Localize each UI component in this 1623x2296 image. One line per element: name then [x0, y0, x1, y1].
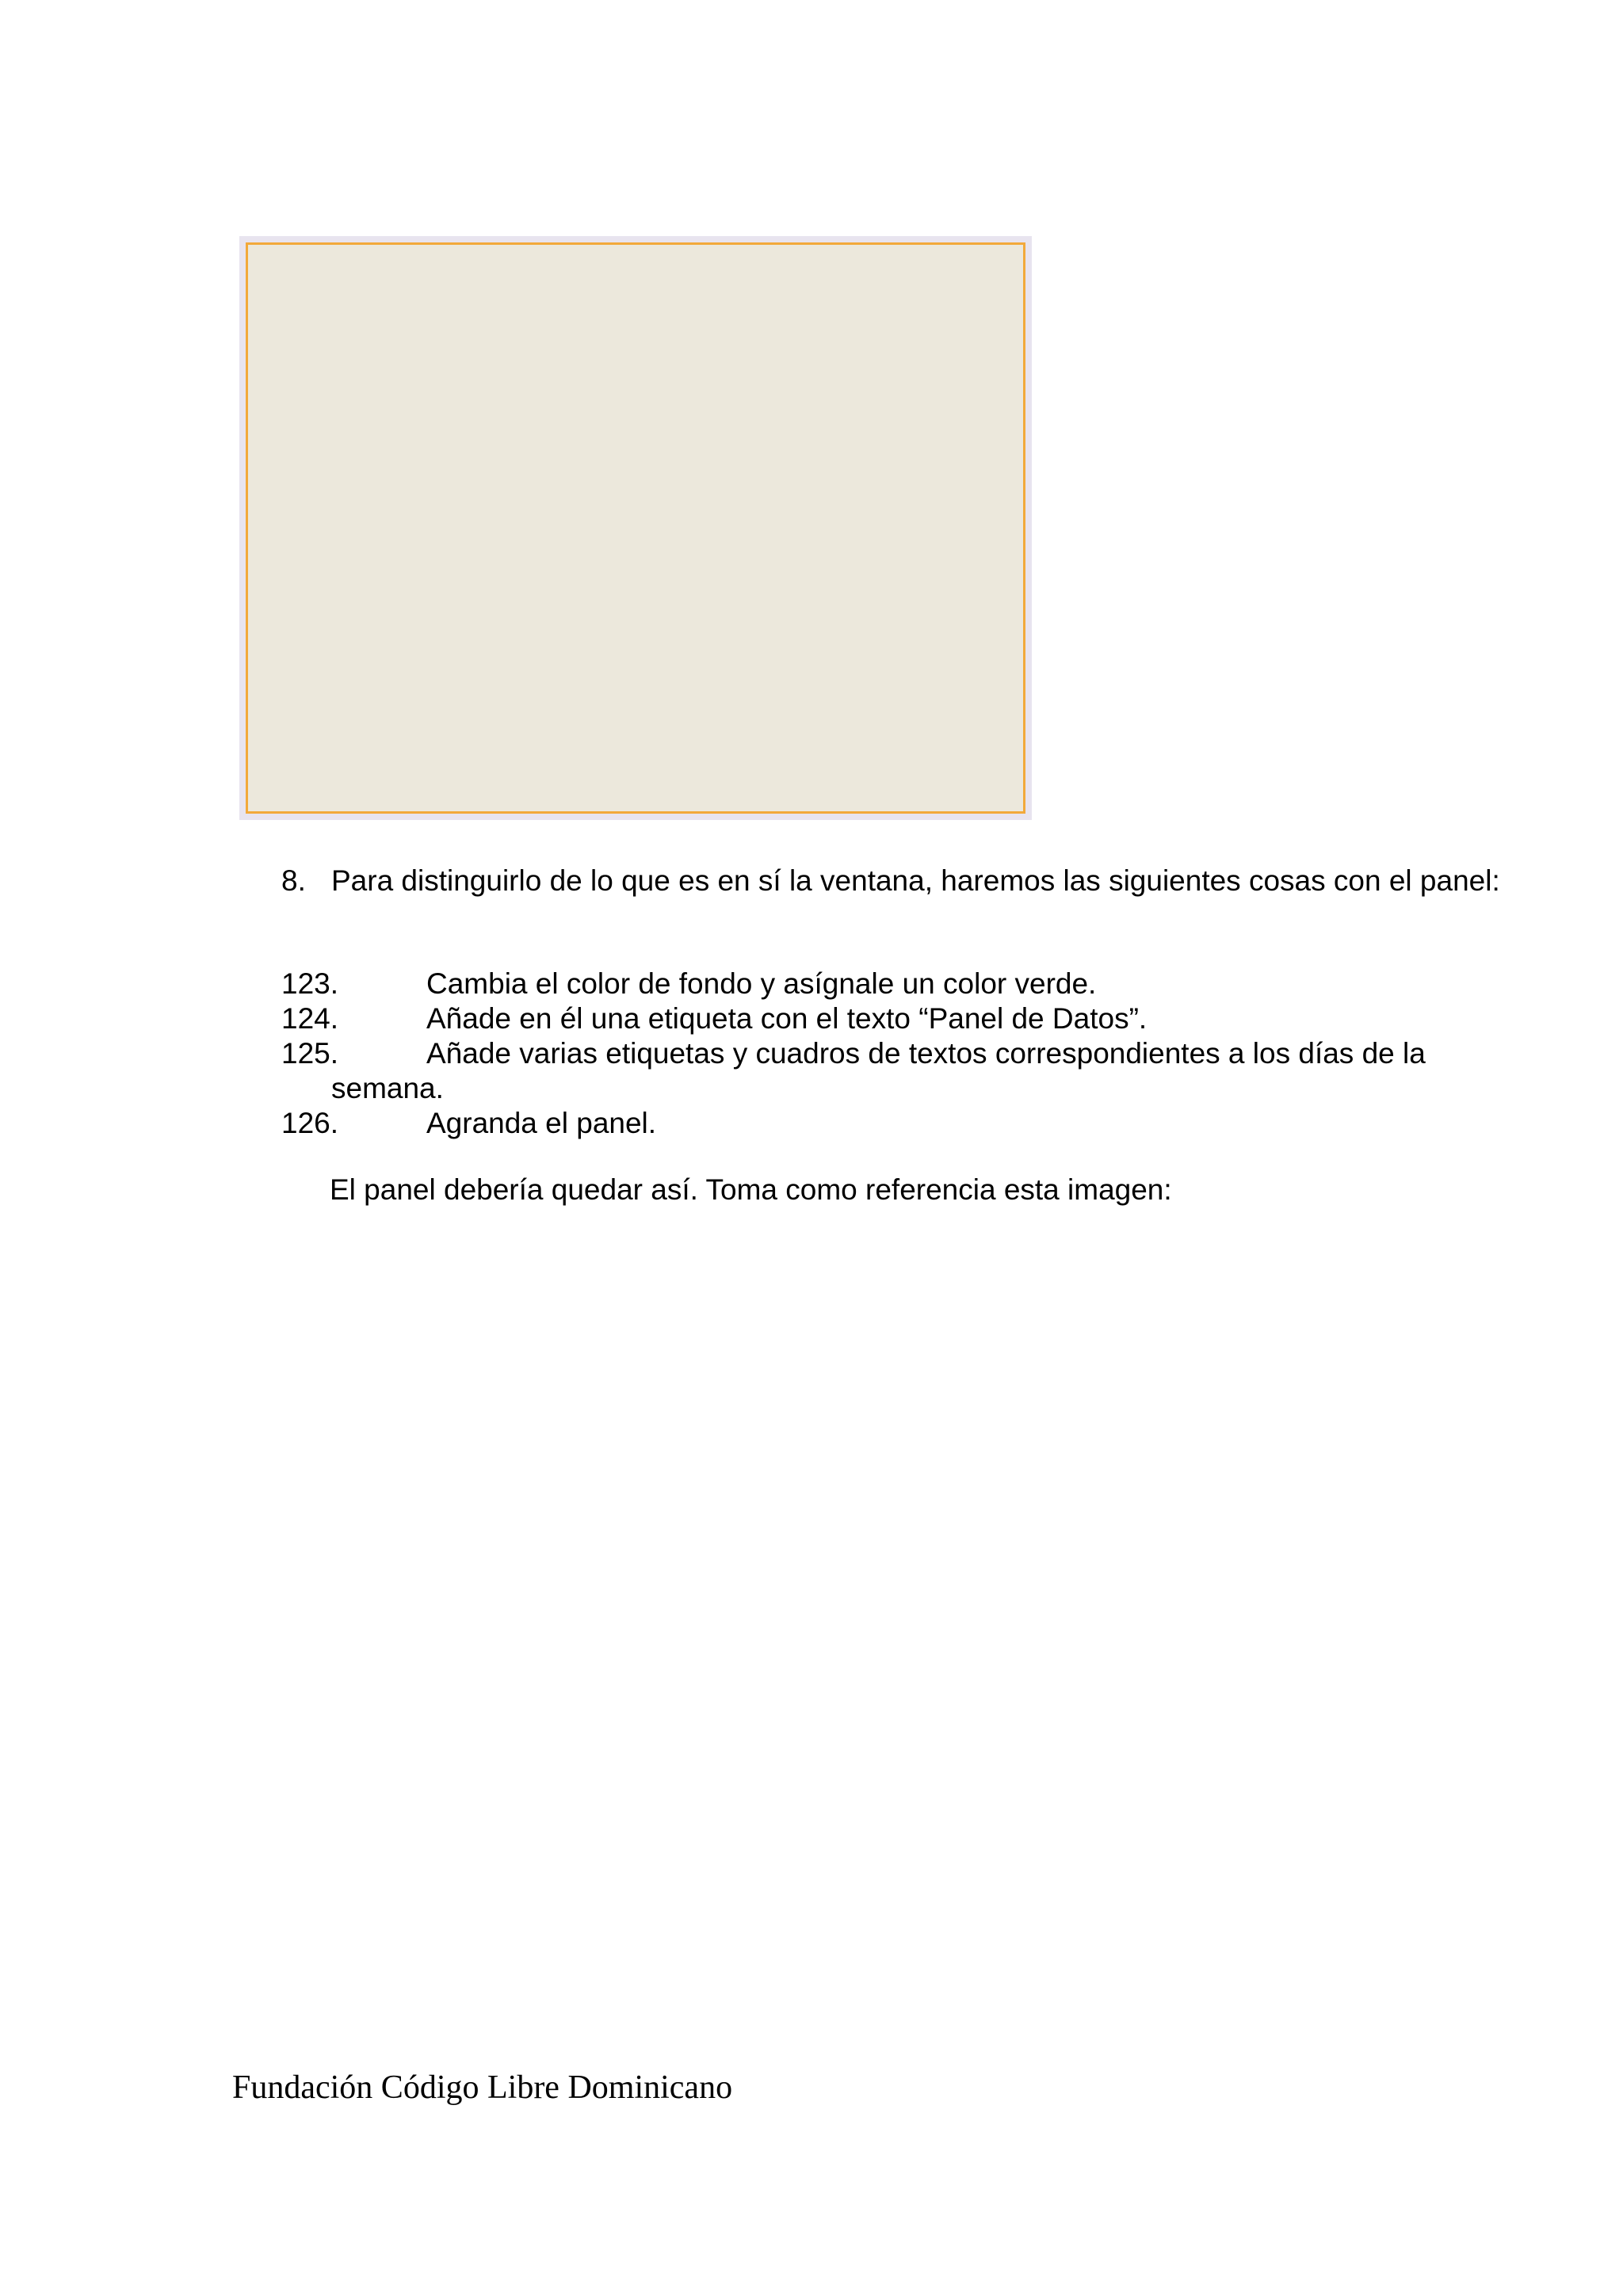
substep-number: 124. [281, 1002, 339, 1035]
substep-continuation [281, 1071, 1549, 1106]
substep-item [281, 1106, 1549, 1141]
substep-number: 125. [281, 1037, 339, 1070]
substep-number: 123. [281, 967, 339, 1000]
substep-item [281, 1001, 1549, 1036]
substep-text: Añade varias etiquetas y cuadros de textos correspondientes a los días de la [426, 1037, 1426, 1070]
step-number: 8. [281, 864, 306, 897]
substep-text: Añade en él una etiqueta con el texto “Panel de Datos”. [426, 1002, 1148, 1035]
panel-screenshot-figure [239, 236, 1032, 820]
page-footer: Fundación Código Libre Dominicano [232, 2069, 733, 2106]
substep-text-continuation: semana. [331, 1072, 444, 1104]
substep-list [281, 967, 1549, 1141]
substep-number: 126. [281, 1107, 339, 1139]
substep-item [281, 1036, 1549, 1071]
substep-text: Agranda el panel. [426, 1107, 657, 1139]
closing-paragraph: El panel debería quedar así. Toma como referencia esta imagen: [330, 1173, 1172, 1206]
step-text: Para distinguirlo de lo que es en sí la ventana, haremos las siguientes cosas con el panel: [331, 864, 1500, 897]
substep-item [281, 967, 1549, 1001]
substep-text: Cambia el color de fondo y asígnale un color verde. [426, 967, 1097, 1000]
empty-panel-preview [246, 242, 1025, 814]
